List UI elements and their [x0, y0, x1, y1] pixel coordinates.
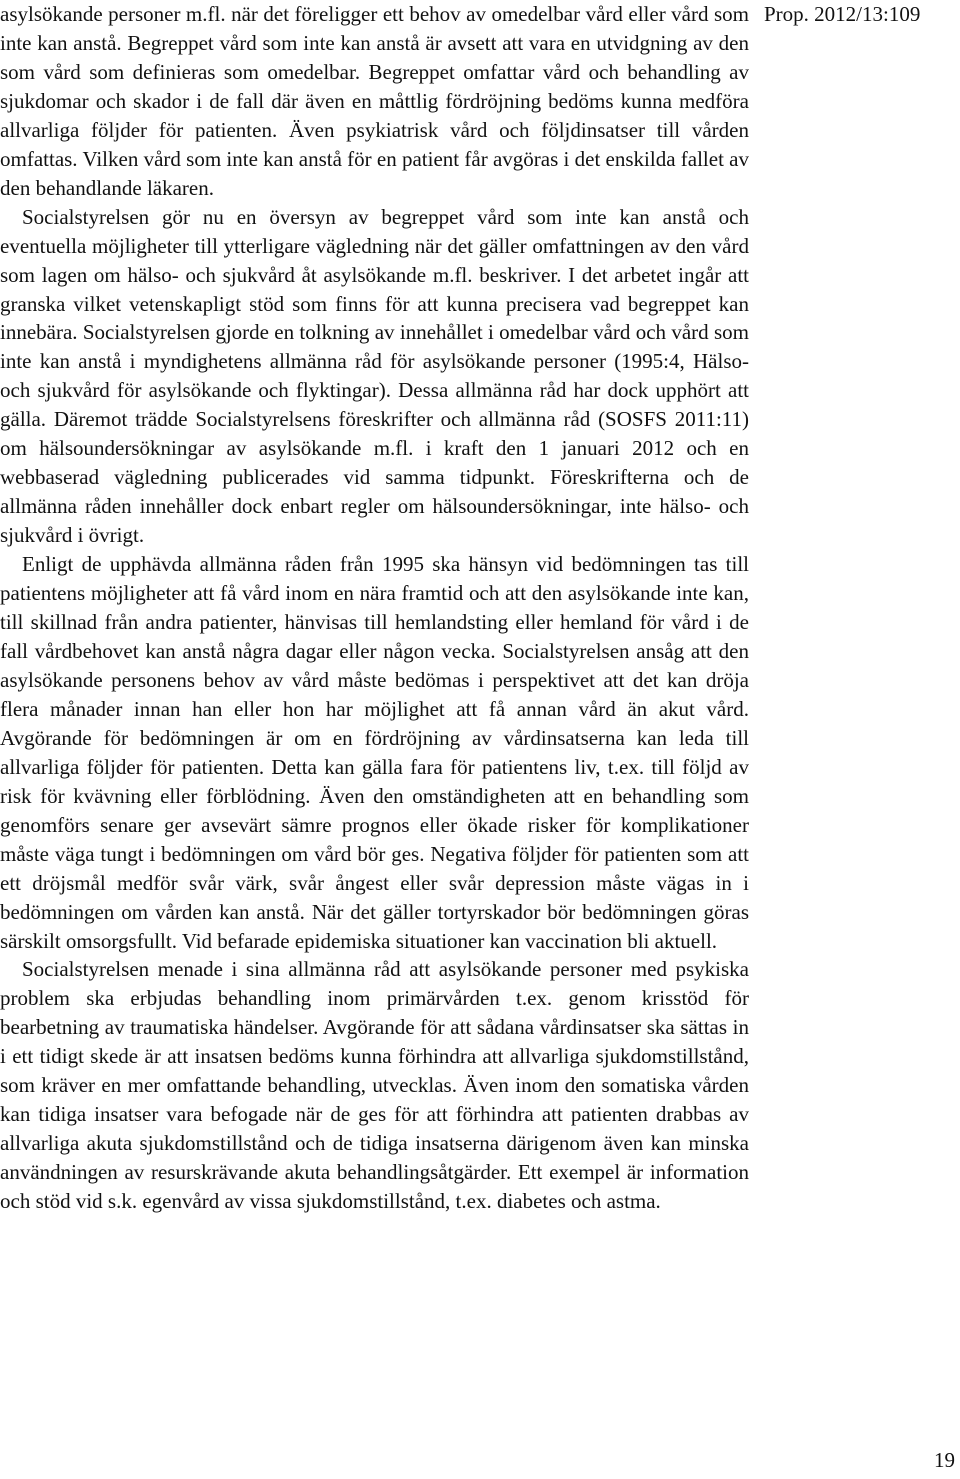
paragraph-continuation: asylsökande personer m.fl. när det föreligger ett behov av omedelbar vård eller vård som inte kan anstå. Begreppet vård som inte kan anstå är avsett att vara en utvidgning av den som vård som definieras som omedelbar. Begreppet omfattar vård och behandling av sjukdomar och skador i de fall där även en måttlig fördröjning bedöms kunna medföra allvarliga följder för patienten. Även psykiatrisk vård och följdinsatser till vården omfattas. Vilken vård som inte kan anstå för en patient får avgöras i det enskilda fallet av den behandlande läkaren.	[0, 2, 749, 200]
paragraph-upphavda-allmanna-raden: Enligt de upphävda allmänna råden från 1995 ska hänsyn vid bedömningen tas till patientens möjligheter att få vård inom en nära framtid och att den asylsökande inte kan, till skillnad från andra patienter, hänvisas till hemlandsting eller hemland för vård i de fall vårdbehovet kan anstå några dagar eller någon vecka. Socialstyrelsen ansåg att den asylsökande personens behov av vård måste bedömas i perspektivet att det kan dröja flera månader innan han eller hon har möjlighet att få annan vård än akut vård. Avgörande för bedömningen är om en fördröjning av vårdinsatserna kan leda till allvarliga följder för patienten. Detta kan gälla fara för patientens liv, t.ex. till följd av risk för kvävning eller förblödning. Även den omständigheten att en behandling som genomförs senare ger avsevärt sämre prognos eller ökade risker för komplikationer måste väga tungt i bedömningen om vård bör ges. Negativa följder för patienten som att ett dröjsmål medför svår värk, svår ångest eller svår depression måste vägas in i bedömningen om vården kan anstå. När det gäller tortyrskador bör bedömningen göras särskilt omsorgsfullt. Vid befarade epidemiska situationer kan vaccination bli aktuell.	[0, 552, 749, 953]
proposition-reference: Prop. 2012/13:109	[764, 2, 921, 26]
page-number: 19	[934, 1448, 955, 1472]
paragraph-socialstyrelsen-oversyn: Socialstyrelsen gör nu en översyn av begreppet vård som inte kan anstå och eventuella möjligheter till ytterligare vägledning när det gäller omfattningen av den vård som lagen om hälso- och sjukvård åt asylsökande m.fl. beskriver. I det arbetet ingår att granska vilket vetenskapligt stöd som finns för att kunna precisera vad begreppet kan innebära. Socialstyrelsen gjorde en tolkning av innehållet i omedelbar vård och vård som inte kan anstå i myndighetens allmänna råd för asylsökande personer (1995:4, Hälso- och sjukvård för asylsökande och flyktingar). Dessa allmänna råd har dock upphört att gälla. Däremot trädde Socialstyrelsens föreskrifter och allmänna råd (SOSFS 2011:11) om hälsoundersökningar av asylsökande m.fl. i kraft den 1 januari 2012 och en webbaserad vägledning publicerades vid samma tidpunkt. Föreskrifterna och de allmänna råden innehåller dock enbart regler om hälsoundersökningar, inte hälso- och sjukvård i övrigt.	[0, 204, 749, 548]
paragraph-psykiska-problem: Socialstyrelsen menade i sina allmänna råd att asylsökande personer med psykiska problem ska erbjudas behandling inom primärvården t.ex. genom krisstöd för bearbetning av traumatiska händelser. Avgörande för att sådana vårdinsatser ska sättas in i ett tidigt skede är att insatsen bedöms kunna förhindra att allvarliga sjukdomstillstånd, som kräver en mer omfattande behandling, utvecklas. Även inom den somatiska vården kan tidiga insatser vara befogade när de ges för att förhindra att patienten drabbas av allvarliga akuta sjukdomstillstånd och de tidiga insatserna därigenom även kan minska användningen av resurskrävande akuta behandlingsåtgärder. Ett exempel är information och stöd vid s.k. egenvård av vissa sjukdomstillstånd, t.ex. diabetes och astma.	[0, 957, 749, 1214]
